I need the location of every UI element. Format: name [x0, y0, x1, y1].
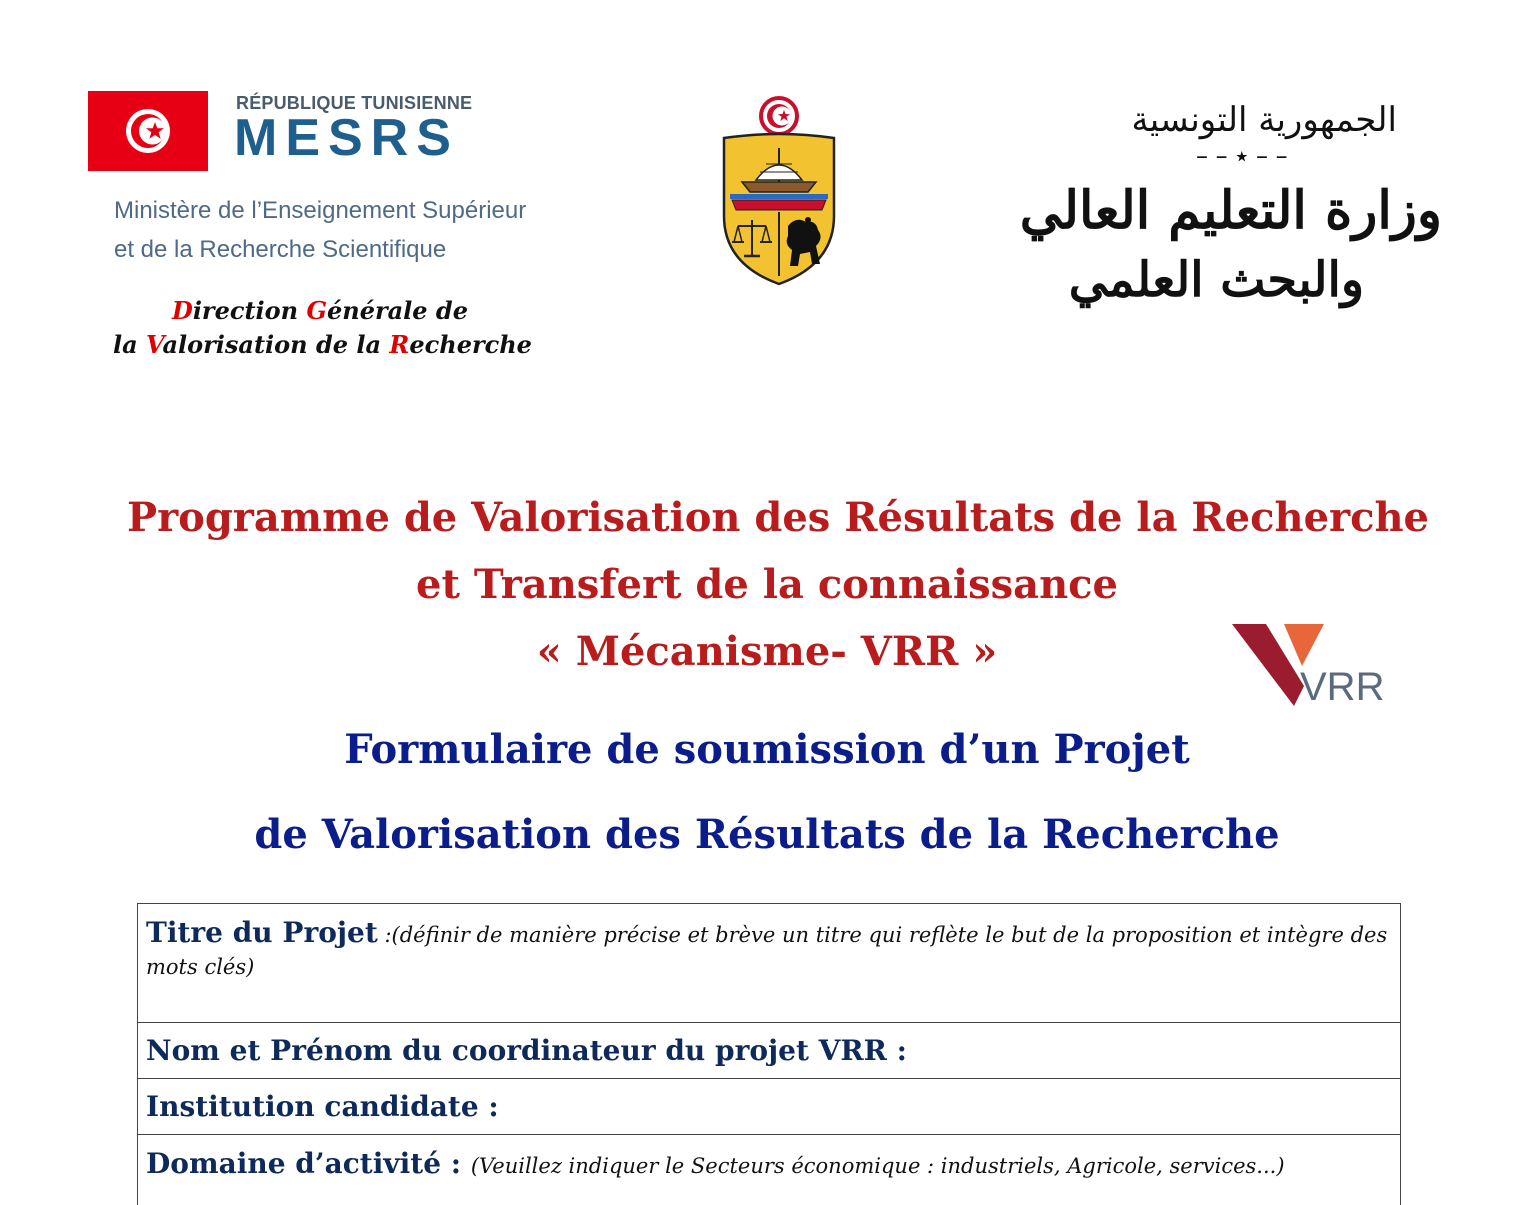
ministry-line-2: et de la Recherche Scientifique — [114, 236, 447, 263]
form-title-line-2: de Valorisation des Résultats de la Recherche — [254, 811, 1280, 858]
initial-g: G — [306, 296, 327, 325]
direction-line-2 — [113, 330, 532, 359]
arabic-separator: – – ٭ – – — [1196, 142, 1288, 170]
programme-title-line-3: « Mécanisme- VRR » — [536, 628, 998, 675]
domaine-hint: (Veuillez indiquer le Secteurs économique : industriels, Agricole, services...) — [470, 1154, 1285, 1178]
initial-d: D — [172, 296, 193, 325]
programme-title-line-2: et Transfert de la connaissance — [416, 561, 1118, 608]
form-title-line-1: Formulaire de soumission d’un Projet — [344, 726, 1190, 773]
institution-label: Institution candidate : — [146, 1090, 499, 1123]
titre-projet-hint: :(définir de manière précise et brève un titre qui reflète le but de la proposition et intègre des mots clés) — [146, 923, 1388, 979]
titre-projet-field[interactable] — [138, 904, 1400, 1023]
titre-projet-label: Titre du Projet — [146, 916, 378, 949]
coat-of-arms-icon — [716, 96, 842, 288]
direction-text-4: alorisation de la — [162, 330, 390, 359]
direction-text-2: énérale de — [326, 296, 468, 325]
domaine-field[interactable] — [138, 1135, 1400, 1205]
institution-field[interactable] — [138, 1079, 1400, 1135]
tunisian-flag-icon — [88, 91, 208, 171]
initial-v: V — [146, 330, 163, 359]
arabic-republique: الجمهورية التونسية — [1131, 100, 1397, 140]
arabic-ministry-line-2: والبحث العلمي — [1068, 252, 1364, 308]
coordinateur-label: Nom et Prénom du coordinateur du projet VRR : — [146, 1034, 907, 1067]
programme-title-line-1: Programme de Valorisation des Résultats de la Recherche — [127, 494, 1429, 541]
vrr-logo-text: VRR — [1300, 665, 1385, 706]
arabic-ministry-line-1: وزارة التعليم العالي — [1019, 180, 1442, 241]
vrr-logo — [1232, 622, 1400, 706]
direction-text-1: irection — [192, 296, 307, 325]
submission-form-table — [137, 903, 1401, 1205]
ministry-line-1: Ministère de l’Enseignement Supérieur — [114, 197, 527, 224]
initial-r: R — [389, 330, 410, 359]
domaine-label: Domaine d’activité : — [146, 1147, 471, 1180]
direction-line-1 — [172, 296, 468, 325]
republique-label: RÉPUBLIQUE TUNISIENNE — [236, 93, 473, 113]
coordinateur-field[interactable] — [138, 1023, 1400, 1079]
mesrs-acronym: MESRS — [234, 109, 459, 167]
direction-text-5: echerche — [409, 330, 532, 359]
direction-text-3: la — [113, 330, 147, 359]
